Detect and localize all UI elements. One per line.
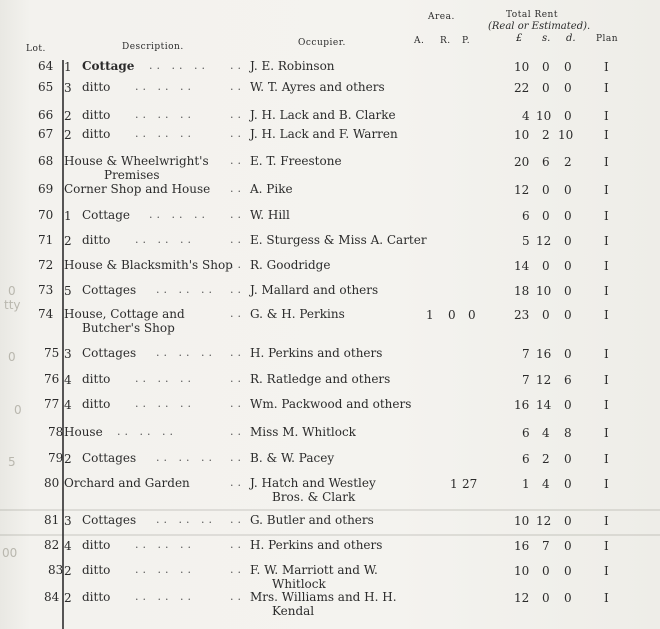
description: ditto <box>82 563 111 577</box>
leader-dots: .. <box>230 208 245 221</box>
header-occupier: Occupier. <box>298 38 346 48</box>
rent-shillings: 0 <box>542 183 550 197</box>
margin-note: 0 <box>14 403 22 417</box>
lot-number: 67 <box>38 127 54 141</box>
rent-pounds: 18 <box>514 284 530 298</box>
plan-number: I <box>604 81 609 95</box>
leader-dots: .. <box>230 233 245 246</box>
area-roods: 1 <box>450 477 458 491</box>
rent-shillings: 0 <box>542 564 550 578</box>
lot-number: 80 <box>44 476 60 490</box>
plan-number: I <box>604 347 609 361</box>
leader-dots: .. <box>230 425 245 438</box>
leader-dots: .. <box>230 563 245 576</box>
rent-pence: 0 <box>564 347 572 361</box>
rent-pounds: 23 <box>514 308 530 322</box>
leader-dots: .. .. .. <box>149 59 209 72</box>
rent-shillings: 2 <box>542 128 550 142</box>
lot-number: 75 <box>44 346 60 360</box>
description: ditto <box>82 127 111 141</box>
leader-dots: .. .. .. <box>135 397 195 410</box>
occupier: Wm. Packwood and others <box>250 397 412 411</box>
lot-number: 74 <box>38 307 54 321</box>
plan-number: I <box>604 155 609 169</box>
leader-dots: .. <box>230 108 245 121</box>
description: Cottages <box>82 283 137 297</box>
leader-dots: .. <box>230 182 245 195</box>
occupier: G. Butler and others <box>250 513 374 527</box>
rent-pence: 0 <box>564 564 572 578</box>
rent-pence: 0 <box>564 183 572 197</box>
header-shilling: s. <box>542 33 551 44</box>
occupier-line2: Whitlock <box>272 577 326 591</box>
description: Cottage <box>82 208 130 222</box>
plan-number: I <box>604 477 609 491</box>
lot-number: 81 <box>44 513 60 527</box>
leader-dots: .. .. .. <box>156 451 216 464</box>
plan-number: I <box>604 234 609 248</box>
lot-number: 66 <box>38 108 54 122</box>
rent-shillings: 14 <box>536 398 552 412</box>
description: Orchard and Garden <box>64 476 190 490</box>
description: Corner Shop and House <box>64 182 211 196</box>
plan-number: I <box>604 60 609 74</box>
rent-pence: 2 <box>564 155 572 169</box>
rent-pounds: 4 <box>522 109 530 123</box>
rent-pence: 0 <box>564 452 572 466</box>
rent-pence: 0 <box>564 209 572 223</box>
leader-dots: .. .. .. <box>135 590 195 603</box>
description: ditto <box>82 372 111 386</box>
leader-dots: .. .. .. <box>135 538 195 551</box>
paper-fold <box>0 509 660 511</box>
description-line2: Butcher's Shop <box>82 321 175 335</box>
rent-shillings: 0 <box>542 308 550 322</box>
margin-note: 0 <box>8 284 16 298</box>
rent-pounds: 10 <box>514 564 530 578</box>
margin-note: 00 <box>2 546 18 560</box>
leader-dots: .. <box>230 307 245 320</box>
rent-pounds: 10 <box>514 128 530 142</box>
rent-pounds: 14 <box>514 259 530 273</box>
rent-pence: 6 <box>564 373 572 387</box>
leader-dots: .. <box>230 283 245 296</box>
leader-dots: .. <box>230 538 245 551</box>
leader-dots: .. .. .. <box>135 80 195 93</box>
rent-shillings: 0 <box>542 259 550 273</box>
rent-shillings: 4 <box>542 426 550 440</box>
occupier: R. Ratledge and others <box>250 372 391 386</box>
rent-pounds: 6 <box>522 426 530 440</box>
margin-note: tty <box>4 298 21 312</box>
leader-dots: .. .. .. <box>149 208 209 221</box>
quantity: 3 <box>64 347 72 361</box>
description: ditto <box>82 590 111 604</box>
header-total-rent: Total Rent <box>506 10 558 20</box>
rent-pence: 0 <box>564 234 572 248</box>
description: ditto <box>82 108 111 122</box>
margin-note: 0 <box>8 350 16 364</box>
rent-pounds: 7 <box>522 347 530 361</box>
quantity: 2 <box>64 109 72 123</box>
lot-number: 64 <box>38 59 54 73</box>
occupier: H. Perkins and others <box>250 538 383 552</box>
description: Cottages <box>82 513 137 527</box>
header-area-p: P. <box>462 36 471 46</box>
occupier: J. Hatch and Westley <box>250 476 376 490</box>
plan-number: I <box>604 259 609 273</box>
occupier: J. H. Lack and B. Clarke <box>250 108 396 122</box>
leader-dots: .. <box>230 513 245 526</box>
leader-dots: .. <box>230 258 245 271</box>
rent-pounds: 5 <box>522 234 530 248</box>
description: Cottages <box>82 451 137 465</box>
lot-number: 83 <box>48 563 64 577</box>
rent-pence: 0 <box>564 259 572 273</box>
rent-pounds: 16 <box>514 398 530 412</box>
occupier: Miss M. Whitlock <box>250 425 356 439</box>
rent-pounds: 7 <box>522 373 530 387</box>
header-area-a: A. <box>414 36 425 46</box>
leader-dots: .. <box>230 127 245 140</box>
plan-number: I <box>604 308 609 322</box>
rent-shillings: 0 <box>542 60 550 74</box>
description: ditto <box>82 397 111 411</box>
lot-number: 71 <box>38 233 54 247</box>
rent-shillings: 6 <box>542 155 550 169</box>
rent-pence: 0 <box>564 398 572 412</box>
quantity: 2 <box>64 234 72 248</box>
leader-dots: .. .. .. <box>135 563 195 576</box>
occupier: G. & H. Perkins <box>250 307 345 321</box>
description: House, Cottage and <box>64 307 185 321</box>
rent-pounds: 1 <box>522 477 530 491</box>
rent-pence: 8 <box>564 426 572 440</box>
rent-pounds: 10 <box>514 514 530 528</box>
leader-dots: .. .. .. <box>117 425 177 438</box>
description: House & Wheelwright's <box>64 154 209 168</box>
lot-number: 72 <box>38 258 54 272</box>
header-area: Area. <box>428 12 455 22</box>
leader-dots: .. <box>230 80 245 93</box>
rent-shillings: 16 <box>536 347 552 361</box>
quantity: 2 <box>64 564 72 578</box>
area-perches: 0 <box>468 308 476 322</box>
description: ditto <box>82 80 111 94</box>
description: House <box>64 425 103 439</box>
occupier: A. Pike <box>250 182 293 196</box>
plan-number: I <box>604 426 609 440</box>
leader-dots: .. .. .. <box>135 372 195 385</box>
lot-number: 70 <box>38 208 54 222</box>
occupier: J. H. Lack and F. Warren <box>250 127 398 141</box>
plan-number: I <box>604 591 609 605</box>
description-line2: Premises <box>104 168 160 182</box>
leader-dots: .. <box>230 590 245 603</box>
header-pound: £ <box>516 33 523 44</box>
description: Cottages <box>82 346 137 360</box>
rent-pence: 0 <box>564 514 572 528</box>
rent-shillings: 0 <box>542 81 550 95</box>
lot-number: 68 <box>38 154 54 168</box>
leader-dots: .. <box>230 476 245 489</box>
rent-shillings: 10 <box>536 284 552 298</box>
plan-number: I <box>604 183 609 197</box>
quantity: 1 <box>64 209 72 223</box>
occupier: R. Goodridge <box>250 258 331 272</box>
rent-pence: 0 <box>564 539 572 553</box>
quantity: 2 <box>64 128 72 142</box>
leader-dots: .. .. .. <box>156 283 216 296</box>
plan-number: I <box>604 209 609 223</box>
quantity: 3 <box>64 81 72 95</box>
occupier: W. Hill <box>250 208 290 222</box>
description: House & Blacksmith's Shop <box>64 258 233 272</box>
leader-dots: .. <box>230 372 245 385</box>
quantity: 3 <box>64 514 72 528</box>
rent-pounds: 6 <box>522 209 530 223</box>
rent-shillings: 0 <box>542 209 550 223</box>
quantity: 2 <box>64 591 72 605</box>
rent-pence: 0 <box>564 308 572 322</box>
leader-dots: .. .. .. <box>135 108 195 121</box>
leader-dots: .. .. .. <box>156 513 216 526</box>
header-area-r: R. <box>440 36 451 46</box>
description: Cottage <box>82 59 135 73</box>
rent-pence: 0 <box>564 109 572 123</box>
rent-shillings: 4 <box>542 477 550 491</box>
rent-shillings: 10 <box>536 109 552 123</box>
rent-pence: 0 <box>564 60 572 74</box>
plan-number: I <box>604 539 609 553</box>
rent-pence: 10 <box>558 128 574 142</box>
quantity: 5 <box>64 284 72 298</box>
leader-dots: .. <box>230 451 245 464</box>
plan-number: I <box>604 564 609 578</box>
lot-number: 78 <box>48 425 64 439</box>
lot-number: 82 <box>44 538 60 552</box>
header-description: Description. <box>122 42 184 52</box>
description: ditto <box>82 538 111 552</box>
occupier: H. Perkins and others <box>250 346 383 360</box>
occupier: W. T. Ayres and others <box>250 80 385 94</box>
occupier: E. T. Freestone <box>250 154 342 168</box>
lot-number: 73 <box>38 283 54 297</box>
rent-pounds: 16 <box>514 539 530 553</box>
rent-shillings: 2 <box>542 452 550 466</box>
rent-pence: 0 <box>564 284 572 298</box>
area-perches: 27 <box>462 477 478 491</box>
rent-pounds: 10 <box>514 60 530 74</box>
plan-number: I <box>604 109 609 123</box>
leader-dots: .. .. .. <box>135 233 195 246</box>
rent-pounds: 12 <box>514 183 530 197</box>
description: ditto <box>82 233 111 247</box>
header-rent-note: (Real or Estimated). <box>488 21 591 32</box>
lot-number: 79 <box>48 451 64 465</box>
rent-shillings: 12 <box>536 514 552 528</box>
plan-number: I <box>604 373 609 387</box>
rent-pence: 0 <box>564 477 572 491</box>
rent-pounds: 12 <box>514 591 530 605</box>
quantity: 4 <box>64 398 72 412</box>
plan-number: I <box>604 128 609 142</box>
leader-dots: .. <box>230 59 245 72</box>
rent-pounds: 22 <box>514 81 530 95</box>
occupier: J. E. Robinson <box>250 59 335 73</box>
lot-number: 77 <box>44 397 60 411</box>
rent-shillings: 12 <box>536 373 552 387</box>
rent-pounds: 20 <box>514 155 530 169</box>
rent-pounds: 6 <box>522 452 530 466</box>
lot-number: 69 <box>38 182 54 196</box>
area-acres: 1 <box>426 308 434 322</box>
occupier: E. Sturgess & Miss A. Carter <box>250 233 427 247</box>
plan-number: I <box>604 452 609 466</box>
quantity: 4 <box>64 373 72 387</box>
header-lot: Lot. <box>26 44 46 54</box>
header-pence: d. <box>566 33 576 44</box>
occupier: J. Mallard and others <box>250 283 379 297</box>
quantity: 1 <box>64 60 72 74</box>
header-plan: Plan <box>596 34 619 44</box>
plan-number: I <box>604 284 609 298</box>
occupier: B. & W. Pacey <box>250 451 335 465</box>
lot-number: 76 <box>44 372 60 386</box>
quantity: 2 <box>64 452 72 466</box>
leader-dots: .. <box>230 154 245 167</box>
lot-number: 65 <box>38 80 54 94</box>
paper-fold <box>0 534 660 536</box>
rent-shillings: 7 <box>542 539 550 553</box>
margin-note: 5 <box>8 455 16 469</box>
leader-dots: .. .. .. <box>156 346 216 359</box>
leader-dots: .. .. .. <box>135 127 195 140</box>
rent-pence: 0 <box>564 591 572 605</box>
occupier: F. W. Marriott and W. <box>250 563 378 577</box>
leader-dots: .. <box>230 397 245 410</box>
quantity: 4 <box>64 539 72 553</box>
plan-number: I <box>604 514 609 528</box>
occupier-line2: Bros. & Clark <box>272 490 356 504</box>
occupier-line2: Kendal <box>272 604 315 618</box>
area-roods: 0 <box>448 308 456 322</box>
rent-shillings: 0 <box>542 591 550 605</box>
lot-number: 84 <box>44 590 60 604</box>
rent-shillings: 12 <box>536 234 552 248</box>
occupier: Mrs. Williams and H. H. <box>250 590 397 604</box>
plan-number: I <box>604 398 609 412</box>
leader-dots: .. <box>230 346 245 359</box>
rent-pence: 0 <box>564 81 572 95</box>
